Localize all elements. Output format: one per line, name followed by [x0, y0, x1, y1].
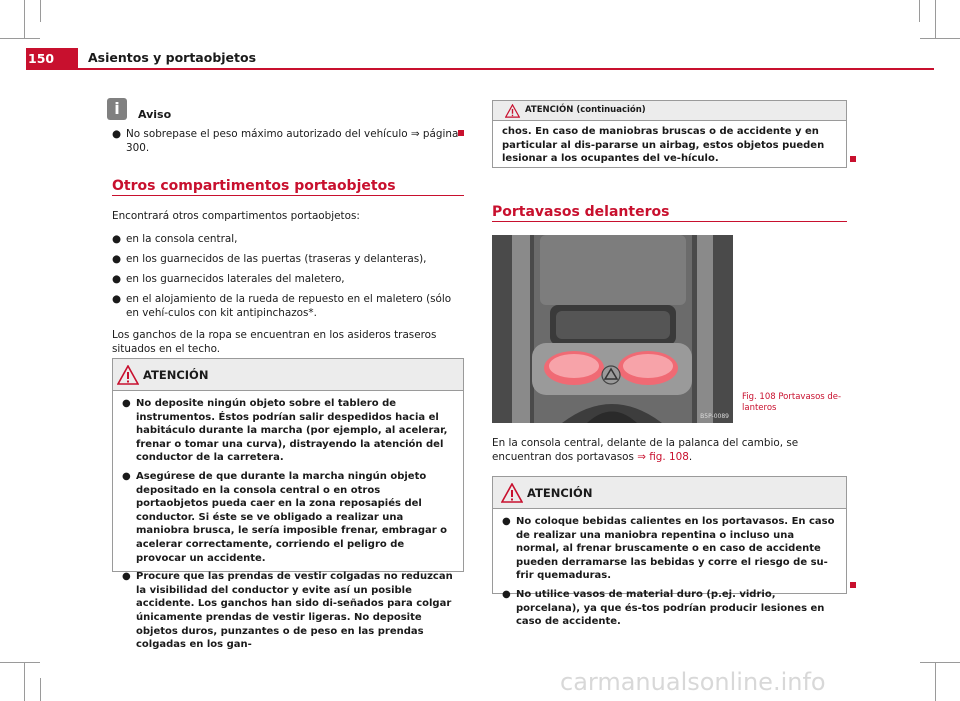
warning-title: ATENCIÓN	[143, 368, 209, 382]
list-item: ● No utilice vasos de material duro (p.ej. vidrio, porcelana), ya que és-tos podrían producir lesiones en caso de accidente.	[502, 588, 825, 628]
figure-reference-link[interactable]: ⇒ fig. 108	[637, 451, 689, 463]
crop-mark	[920, 38, 960, 39]
section-body-otros	[112, 209, 464, 363]
list-item: ● en la consola central,	[112, 233, 238, 245]
warning-triangle-icon	[505, 104, 520, 118]
warning-title: ATENCIÓN	[527, 486, 593, 500]
warning-triangle-icon	[117, 365, 139, 385]
end-marker	[850, 582, 856, 588]
warning-header	[113, 359, 463, 391]
end-marker	[850, 156, 856, 162]
warning-body	[113, 391, 463, 661]
end-marker	[458, 130, 464, 136]
section-title-otros: Otros compartimentos portaobjetos	[112, 178, 396, 194]
crop-mark	[40, 678, 41, 701]
intro-text: Encontrará otros compartimentos portaobjetos:	[112, 210, 360, 222]
page-number: 150	[28, 51, 55, 66]
warning-title: ATENCIÓN (continuación)	[525, 105, 646, 115]
list-item: ● en los guarnecidos laterales del maletero,	[112, 273, 345, 285]
crop-mark	[24, 662, 25, 701]
warning-body	[493, 509, 846, 638]
section-rule	[492, 221, 847, 222]
section-rule	[112, 195, 464, 196]
list-item: ● No coloque bebidas calientes en los portavasos. En caso de realizar una maniobra repentina o incluso una normal, al frenar bruscamente o en caso de accidente pueden derramarse las bebidas y corre el riesgo de su-frir quemaduras.	[502, 516, 835, 582]
list-item: ● Procure que las prendas de vestir colgadas no reduzcan la visibilidad del conductor y evite así un posible accidente. Los ganchos han sido di-señados para colgar únicamente prendas de vestir ligeras. No deposite objetos duros, punzantes o de peso en las prendas colgadas en los gan-	[122, 571, 453, 651]
crop-mark	[40, 0, 41, 22]
crop-mark	[920, 662, 960, 663]
figure-code: B5P-0089	[700, 413, 729, 420]
crop-mark	[0, 38, 40, 39]
warning-box-continued	[492, 100, 847, 168]
list-item: ● No deposite ningún objeto sobre el tablero de instrumentos. Éstos podrían salir despedidos hacia el habitáculo durante la marcha (por ejemplo, al acelerar, frenar o tomar una curva), distrayendo la atención del conductor de la carretera.	[122, 398, 448, 464]
crop-mark	[24, 0, 25, 38]
paragraph-ganchos: Los ganchos de la ropa se encuentran en los asideros traseros situados en el techo.	[112, 329, 437, 355]
warning-triangle-icon	[501, 483, 523, 503]
running-header-title: Asientos y portaobjetos	[88, 50, 257, 65]
warning-box-left	[112, 358, 464, 651]
warning-box-right	[492, 476, 847, 628]
warning-body: chos. En caso de maniobras bruscas o de accidente y en particular al dis-pararse un airbag, estos objetos pueden lesionar a los ocupantes del ve-hículo.	[502, 126, 825, 165]
watermark: carmanualsonline.info	[560, 668, 826, 696]
warning-header	[493, 101, 846, 121]
crop-mark	[0, 662, 40, 663]
cupholder-photo	[492, 235, 733, 423]
crop-mark	[919, 0, 920, 22]
info-icon: i	[107, 98, 127, 120]
portavasos-paragraph: En la consola central, delante de la palanca del cambio, se encuentran dos portavasos ⇒ fig. 108.	[492, 437, 799, 463]
header-rule	[78, 68, 934, 70]
crop-mark	[935, 662, 936, 701]
aviso-note: ● No sobrepase el peso máximo autorizado del vehículo ⇒ página 300.	[112, 127, 462, 161]
list-item: ● Asegúrese de que durante la marcha ningún objeto depositado en la consola central o en otros portaobjetos pueda caer en la zona reposapiés del conductor. Si éste se ve obligado a realizar una maniobra brusca, le sería imposible frenar, embragar o acelerar correctamente, corriendo el peligro de provocar un accidente.	[122, 470, 448, 564]
crop-mark	[935, 0, 936, 38]
list-item: ● en el alojamiento de la rueda de repuesto en el maletero (sólo en vehí-culos con kit antipinchazos*.	[112, 293, 452, 319]
figure-caption: Fig. 108 Portavasos de- lanteros	[742, 392, 842, 413]
warning-header	[493, 477, 846, 509]
cupholder-illustration	[492, 235, 733, 423]
list-item: ● en los guarnecidos de las puertas (traseras y delanteras),	[112, 253, 427, 265]
section-title-portavasos: Portavasos delanteros	[492, 204, 670, 220]
aviso-text: No sobrepase el peso máximo autorizado del vehículo ⇒ página 300.	[126, 128, 459, 154]
aviso-label: Aviso	[138, 108, 172, 121]
